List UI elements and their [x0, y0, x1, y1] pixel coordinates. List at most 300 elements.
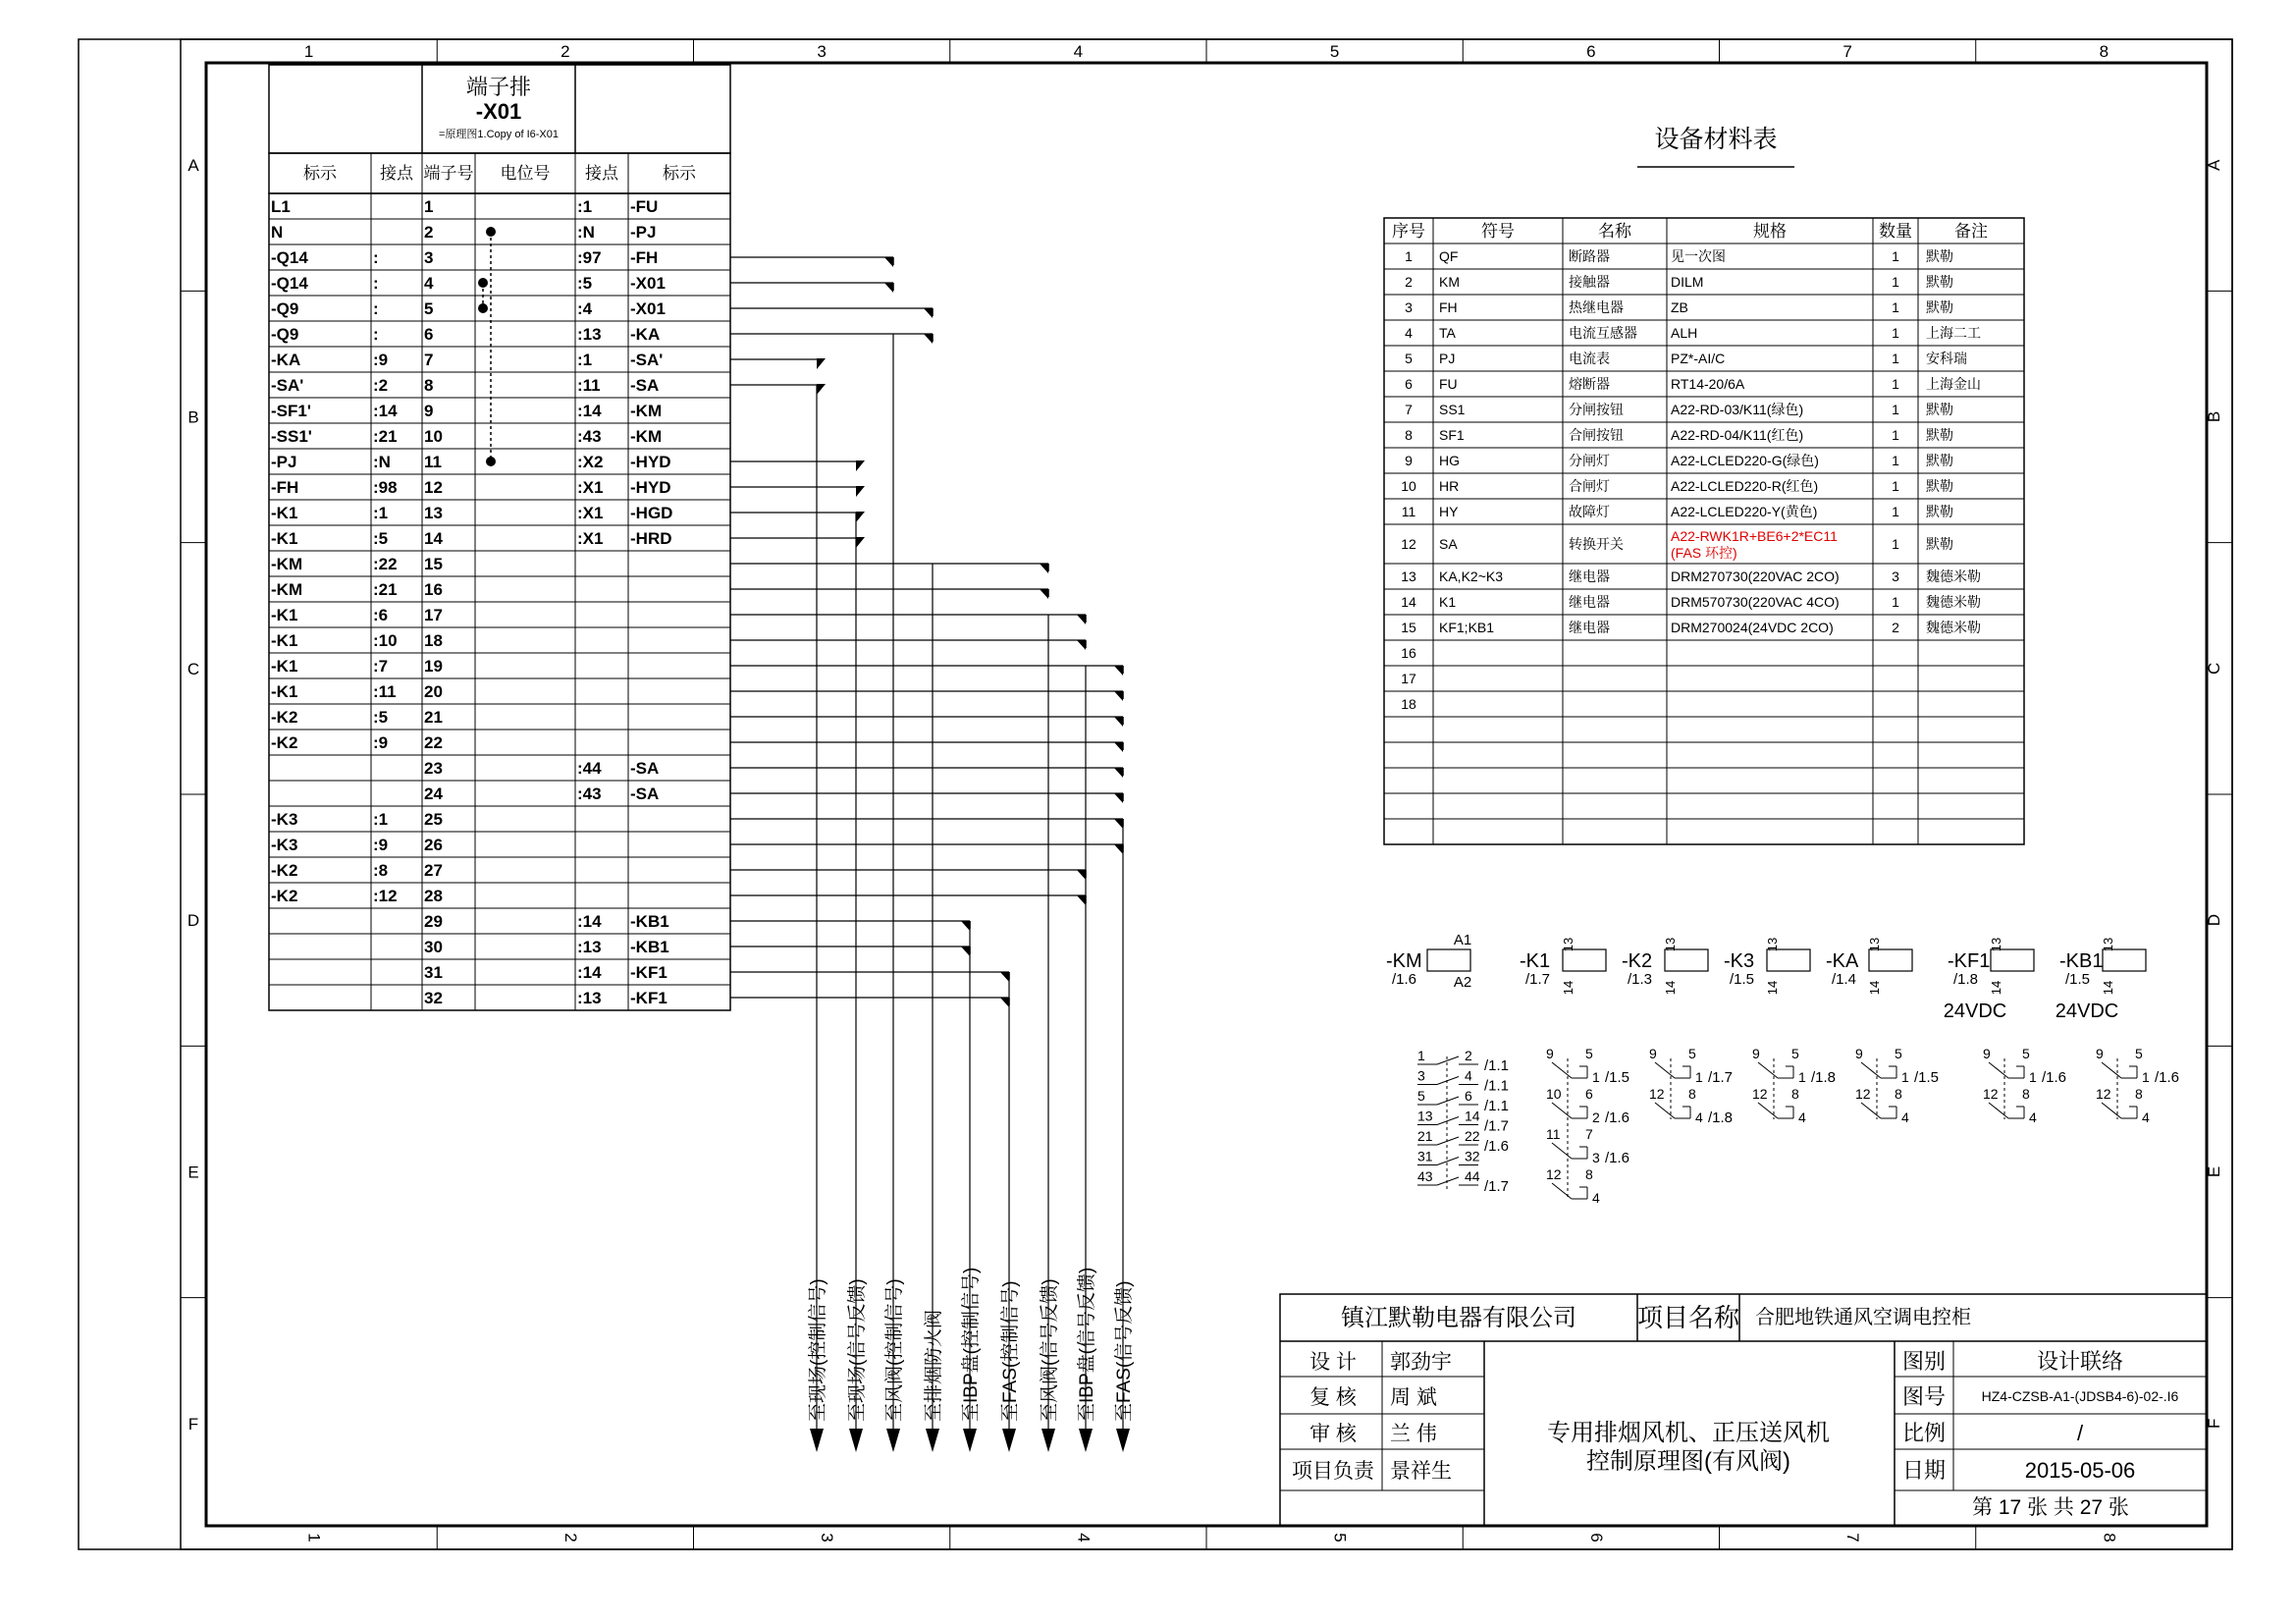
terminal-title: 端子排 [465, 75, 532, 99]
coil-name: -KA [1826, 950, 1859, 972]
contact-ref: /1.6 [1605, 1109, 1630, 1126]
destination-label: 至IBP盘(控制信号) [961, 1267, 982, 1422]
bom-cell: 默勒 [1926, 536, 1953, 552]
contact-terminal: 14 [1465, 1108, 1480, 1124]
terminal-cell: :2 [373, 376, 389, 395]
coil-box [1991, 949, 2034, 971]
terminal-cell: -HYD [630, 478, 671, 497]
contact-terminal: 1 [1901, 1069, 1909, 1085]
tb-role: 审 核 [1309, 1423, 1357, 1445]
terminal-cell: -Q14 [271, 274, 308, 293]
contact-terminal: 4 [1592, 1190, 1600, 1206]
contact-terminal: 5 [1895, 1046, 1902, 1061]
terminal-cell: -KM [630, 427, 663, 446]
destination-label: 至现场(信号反馈) [847, 1278, 868, 1422]
coil-terminal: A1 [1453, 932, 1472, 948]
terminal-cell: 21 [424, 708, 443, 727]
bom-cell: 1 [1892, 594, 1899, 610]
contact-terminal: 8 [1791, 1086, 1799, 1102]
contact-blade [1437, 1097, 1459, 1105]
coil-name: -KB1 [2059, 950, 2104, 972]
project-label: 项目名称 [1636, 1303, 1740, 1332]
coil-name: -K1 [1520, 950, 1551, 972]
terminal-cell: 30 [424, 938, 443, 956]
contact-terminal: 1 [2029, 1069, 2037, 1085]
bom-cell: 安科瑞 [1926, 351, 1967, 366]
bom-cell: 默勒 [1926, 453, 1953, 468]
bom-cell: 默勒 [1926, 274, 1953, 290]
bom-cell: DRM570730(220VAC 4CO) [1671, 594, 1840, 610]
bom-cell: 12 [1401, 536, 1416, 552]
terminal-cell: :43 [577, 427, 602, 446]
contact-blade [1552, 1103, 1572, 1118]
junction-mark [884, 257, 893, 267]
coil-terminal: 13 [1561, 937, 1575, 952]
contact-terminal: 12 [2096, 1086, 2111, 1102]
terminal-cell: 27 [424, 861, 443, 880]
terminal-cell: :X2 [577, 453, 604, 471]
contact-terminal: 1 [2142, 1069, 2150, 1085]
bom-cell: 1 [1892, 248, 1899, 264]
terminal-header: 端子号 [423, 164, 474, 183]
terminal-cell: -KA [630, 325, 661, 344]
column-label: 2 [561, 1533, 580, 1542]
junction-mark [856, 460, 865, 471]
tb-key: 日期 [1901, 1458, 1947, 1483]
contact-terminal: 9 [1855, 1046, 1863, 1061]
terminal-cell: 1 [424, 197, 434, 216]
contact-terminal: 4 [1465, 1067, 1472, 1084]
bom-cell: 11 [1401, 504, 1416, 519]
bom-cell: PJ [1439, 351, 1456, 366]
column-label: 7 [1843, 1533, 1863, 1542]
terminal-cell: -FH [630, 248, 659, 267]
bom-cell: 10 [1401, 478, 1416, 494]
contact-terminal: 1 [1695, 1069, 1703, 1085]
jumper-dot [486, 457, 496, 466]
destination-labels [807, 1268, 1135, 1422]
coil-ref: /1.7 [1525, 971, 1551, 988]
coil-name: -KF1 [1948, 950, 1991, 972]
arrow-head [1002, 1429, 1016, 1452]
bom-title: 设备材料表 [1654, 126, 1778, 153]
tb-value: 2015-05-06 [2024, 1458, 2136, 1483]
terminal-cell: :13 [577, 325, 602, 344]
terminal-cell: :10 [373, 631, 398, 650]
column-label: 5 [1329, 42, 1340, 61]
contact-terminal: 9 [1546, 1046, 1554, 1061]
contact-terminal: 8 [2022, 1086, 2030, 1102]
contact-blade [1758, 1103, 1778, 1118]
contact-blade [1552, 1143, 1572, 1159]
junction-mark [1000, 998, 1009, 1007]
bom-cell: 合闸按钮 [1569, 427, 1624, 443]
bom-cell: ZB [1671, 299, 1688, 315]
bom-cell: 继电器 [1569, 620, 1610, 635]
contact-terminal: 32 [1465, 1148, 1480, 1164]
bom-cell: K1 [1439, 594, 1457, 610]
bom-cell: 1 [1892, 299, 1899, 315]
drawing-title: 控制原理图(有风阀) [1586, 1448, 1790, 1475]
junction-mark [1114, 793, 1123, 803]
terminal-cell: 28 [424, 887, 443, 905]
terminal-cell: :X1 [577, 529, 604, 548]
terminal-cell: -X01 [630, 299, 666, 318]
bom-cell: ALH [1671, 325, 1698, 341]
bom-cell: 17 [1401, 671, 1416, 686]
bom-cell: 默勒 [1926, 478, 1953, 494]
bom-cell: 1 [1892, 536, 1899, 552]
junction-mark [1114, 666, 1123, 676]
contact-terminal: 12 [1983, 1086, 1999, 1102]
drawing-title: 专用排烟风机、正压送风机 [1547, 1420, 1830, 1446]
coil-terminal: 14 [1989, 980, 2003, 996]
terminal-cell: -K3 [271, 810, 298, 829]
contact-terminal: 13 [1417, 1108, 1433, 1124]
contact-ref: /1.7 [1484, 1117, 1510, 1135]
bom-cell: 2 [1892, 620, 1899, 635]
bill-of-materials [1384, 126, 2024, 844]
terminal-cell: N [271, 223, 284, 242]
junction-mark [1000, 972, 1009, 982]
wiring-lines [730, 257, 1130, 1452]
bom-cell: 1 [1892, 453, 1899, 468]
terminal-cell: -K1 [271, 504, 298, 522]
row-label: E [187, 1163, 199, 1182]
contact-ref: /1.8 [1811, 1069, 1837, 1086]
row-label: A [187, 156, 199, 176]
terminal-cell: :X1 [577, 504, 604, 522]
terminal-cell: -K1 [271, 529, 298, 548]
terminal-cell: 10 [424, 427, 443, 446]
terminal-cell: 24 [424, 784, 443, 803]
contact-ref: /1.6 [1605, 1150, 1630, 1166]
arrow-head [1079, 1429, 1093, 1452]
terminal-cell: : [373, 299, 379, 318]
terminal-cell: 29 [424, 912, 443, 931]
terminal-cell: :1 [373, 504, 389, 522]
arrow-head [886, 1429, 900, 1452]
terminal-cell: -KM [271, 555, 303, 573]
junction-mark [856, 486, 865, 497]
bom-cell: 合闸灯 [1569, 478, 1610, 494]
bom-cell: A22-RD-04/K11(红色) [1671, 427, 1804, 443]
contact-ref: /1.1 [1484, 1098, 1510, 1114]
terminal-cell: :22 [373, 555, 398, 573]
arrow-head [849, 1429, 863, 1452]
contact-ref: /1.5 [1914, 1069, 1940, 1086]
junction-mark [817, 358, 826, 369]
destination-label: 至IBP盘(信号反馈) [1077, 1267, 1097, 1422]
terminal-cell: -X01 [630, 274, 666, 293]
terminal-cell: :21 [373, 427, 398, 446]
terminal-cell: -K2 [271, 733, 298, 752]
terminal-cell: :11 [373, 682, 397, 701]
contact-terminal: 4 [1798, 1109, 1806, 1125]
contact-terminal: 4 [1695, 1109, 1703, 1125]
contact-terminal: 2 [1465, 1048, 1472, 1063]
row-label: C [2205, 662, 2223, 675]
bom-cell: 电流互感器 [1569, 325, 1637, 341]
bom-cell: 4 [1405, 325, 1413, 341]
bom-cell: 魏德米勒 [1926, 568, 1981, 584]
contact-terminal: 10 [1546, 1086, 1562, 1102]
contact-terminal: 7 [1585, 1126, 1593, 1142]
junction-mark [1077, 615, 1086, 624]
terminal-cell: :44 [577, 759, 602, 778]
coil-terminal: 13 [1989, 937, 2003, 952]
column-label: 6 [1586, 1533, 1606, 1542]
terminal-cell: -SA' [271, 376, 304, 395]
bom-cell: 3 [1892, 568, 1899, 584]
bom-header: 数量 [1879, 222, 1912, 241]
terminal-cell: 12 [424, 478, 443, 497]
coil-voltage: 24VDC [2055, 1001, 2119, 1022]
bom-cell: DILM [1671, 274, 1704, 290]
terminal-cell: -SS1' [271, 427, 312, 446]
terminal-cell: : [373, 274, 379, 293]
bom-cell: DRM270730(220VAC 2CO) [1671, 568, 1840, 584]
terminal-cell: :21 [373, 580, 398, 599]
coil-voltage: 24VDC [1943, 1001, 2007, 1022]
coil-ref: /1.6 [1392, 971, 1417, 988]
column-label: 1 [303, 42, 314, 61]
contact-terminal: 12 [1752, 1086, 1768, 1102]
terminal-cell: 26 [424, 836, 443, 854]
terminal-cell: 2 [424, 223, 434, 242]
arrow-head [1041, 1429, 1055, 1452]
column-label: 3 [817, 42, 827, 61]
terminal-cell: :N [577, 223, 595, 242]
terminal-cell: :13 [577, 989, 602, 1007]
tb-value: HZ4-CZSB-A1-(JDSB4-6)-02-.I6 [1981, 1388, 2179, 1404]
contact-terminal: 1 [1798, 1069, 1806, 1085]
terminal-cell: -PJ [271, 453, 297, 471]
contact-terminal: 3 [1592, 1150, 1600, 1165]
bom-cell: 1 [1892, 402, 1899, 417]
terminal-id: -X01 [475, 99, 522, 124]
bom-cell: 默勒 [1926, 427, 1953, 443]
coil-box [1563, 949, 1606, 971]
bom-cell: 7 [1405, 402, 1413, 417]
terminal-cell: :97 [577, 248, 602, 267]
terminal-cell: 23 [424, 759, 443, 778]
bom-cell: 18 [1401, 696, 1416, 712]
coil-name: -KM [1386, 950, 1422, 972]
terminal-cell: :X1 [577, 478, 604, 497]
bom-cell: 默勒 [1926, 402, 1953, 417]
coil-terminal: 13 [1867, 937, 1882, 952]
tb-role: 设 计 [1309, 1351, 1357, 1374]
bom-cell: 转换开关 [1569, 536, 1624, 552]
bom-cell: 魏德米勒 [1926, 620, 1981, 635]
coil-box [1427, 949, 1470, 971]
contact-ref: /1.6 [2042, 1069, 2067, 1086]
contact-ref: /1.6 [1484, 1138, 1510, 1155]
bom-cell: A22-LCLED220-R(红色) [1671, 478, 1819, 494]
contact-terminal: 12 [1855, 1086, 1871, 1102]
coil-ref: /1.5 [1730, 971, 1755, 988]
row-label: D [2205, 914, 2223, 927]
terminal-cell: -HGD [630, 504, 673, 522]
bom-cell: HR [1439, 478, 1460, 494]
coil-terminal: 13 [1663, 937, 1678, 952]
bom-header: 规格 [1753, 222, 1787, 241]
terminal-header: 接点 [585, 164, 618, 183]
terminal-cell: :5 [373, 708, 389, 727]
terminal-cell: -HYD [630, 453, 671, 471]
bom-cell: 默勒 [1926, 504, 1953, 519]
terminal-cell: L1 [271, 197, 291, 216]
relay-contact-symbols [1417, 1046, 2179, 1206]
coil-box [2103, 949, 2146, 971]
terminal-cell: :12 [373, 887, 398, 905]
contact-blade [1989, 1062, 2008, 1078]
terminal-cell: :9 [373, 351, 389, 369]
junction-mark [1040, 564, 1048, 573]
terminal-cell: 15 [424, 555, 443, 573]
junction-mark [1114, 768, 1123, 778]
row-label: F [187, 1414, 199, 1434]
bom-cell: 上海二工 [1926, 325, 1981, 341]
contact-terminal: 9 [1752, 1046, 1760, 1061]
contact-terminal: 4 [2142, 1109, 2150, 1125]
bom-cell: A22-LCLED220-G(绿色) [1671, 453, 1819, 468]
bom-cell: 5 [1405, 351, 1413, 366]
terminal-cell: :14 [577, 402, 602, 420]
contact-terminal: 8 [2135, 1086, 2143, 1102]
contact-terminal: 5 [1688, 1046, 1696, 1061]
terminal-cell: 9 [424, 402, 434, 420]
bom-cell: 分闸按钮 [1569, 402, 1624, 417]
bom-cell: 13 [1401, 568, 1416, 584]
terminal-cell: : [373, 325, 379, 344]
terminal-cell: -Q14 [271, 248, 308, 267]
terminal-cell: :14 [577, 963, 602, 982]
terminal-cell: -K2 [271, 861, 298, 880]
coil-box [1767, 949, 1810, 971]
bom-header: 备注 [1954, 222, 1988, 241]
terminal-cell: 18 [424, 631, 443, 650]
contact-blade [2102, 1103, 2121, 1118]
coil-name: -K3 [1724, 950, 1755, 972]
contact-blade [1552, 1062, 1572, 1078]
contact-ref: /1.7 [1484, 1178, 1510, 1195]
terminal-cell: :4 [577, 299, 593, 318]
junction-mark [1077, 870, 1086, 880]
contact-terminal: 6 [1585, 1086, 1593, 1102]
bom-cell: QF [1439, 248, 1459, 264]
terminal-cell: 11 [424, 453, 442, 471]
contact-blade [1861, 1062, 1881, 1078]
column-label: 3 [818, 1533, 837, 1542]
terminal-cell: :1 [577, 197, 593, 216]
contact-ref: /1.1 [1484, 1057, 1510, 1074]
bom-cell: KF1;KB1 [1439, 620, 1495, 635]
contact-terminal: 9 [1983, 1046, 1991, 1061]
terminal-cell: 14 [424, 529, 443, 548]
terminal-header: 接点 [380, 164, 413, 183]
terminal-cell: 32 [424, 989, 443, 1007]
title-block [1280, 1294, 2207, 1526]
bom-cell: 15 [1401, 620, 1416, 635]
destination-label: 至风阀(控制信号) [884, 1278, 905, 1422]
contact-blade [1437, 1056, 1459, 1064]
terminal-cell: -KF1 [630, 989, 667, 1007]
contact-ref: /1.1 [1484, 1077, 1510, 1095]
terminal-cell: -KB1 [630, 938, 669, 956]
bom-cell: HY [1439, 504, 1459, 519]
bom-cell: FH [1439, 299, 1458, 315]
junction-mark [924, 308, 933, 318]
column-label: 4 [1073, 42, 1084, 61]
contact-terminal: 1 [1417, 1048, 1425, 1063]
junction-mark [1077, 895, 1086, 905]
column-label: 2 [561, 42, 570, 61]
bom-cell: 1 [1892, 478, 1899, 494]
coil-ref: /1.3 [1628, 971, 1653, 988]
terminal-cell: :14 [373, 402, 398, 420]
contact-terminal: 3 [1417, 1067, 1425, 1084]
bom-cell: TA [1439, 325, 1456, 341]
bom-cell: 16 [1401, 645, 1416, 661]
contact-terminal: 6 [1465, 1088, 1472, 1104]
bom-header: 序号 [1392, 222, 1425, 241]
tb-value: / [2076, 1421, 2084, 1445]
terminal-cell: :5 [577, 274, 593, 293]
coil-terminal: 14 [1663, 980, 1678, 996]
junction-mark [856, 537, 865, 548]
contact-terminal: 5 [1417, 1088, 1425, 1104]
contact-terminal: 5 [2135, 1046, 2143, 1061]
contact-blade [1989, 1103, 2008, 1118]
terminal-cell: :14 [577, 912, 602, 931]
terminal-cell: -SA [630, 784, 660, 803]
contact-ref: /1.6 [2155, 1069, 2180, 1086]
column-label: 1 [304, 1533, 324, 1542]
bom-cell-highlight: A22-RWK1R+BE6+2*EC11 [1671, 528, 1838, 544]
contact-terminal: 5 [1585, 1046, 1593, 1061]
terminal-cell: 8 [424, 376, 434, 395]
terminal-cell: 20 [424, 682, 443, 701]
bom-cell: 热继电器 [1569, 299, 1624, 315]
bom-cell: KA,K2~K3 [1439, 568, 1503, 584]
contact-blade [1655, 1062, 1675, 1078]
terminal-cell: -K3 [271, 836, 298, 854]
row-label: B [2205, 410, 2223, 423]
terminal-strip-table [269, 65, 730, 1010]
tb-key: 比例 [1901, 1421, 1947, 1445]
bom-cell: 见一次图 [1671, 248, 1726, 264]
terminal-cell: 31 [424, 963, 443, 982]
coil-terminal: 14 [1867, 980, 1882, 996]
destination-label: 至排烟防火阀 [924, 1309, 944, 1422]
terminal-cell: -FU [630, 197, 659, 216]
coil-box [1665, 949, 1708, 971]
terminal-cell: -PJ [630, 223, 657, 242]
bom-cell: FU [1439, 376, 1458, 392]
destination-label: 至风阀(信号反馈) [1040, 1278, 1060, 1422]
contact-terminal: 12 [1546, 1166, 1562, 1182]
contact-blade [1437, 1077, 1459, 1085]
terminal-cell: -KF1 [630, 963, 667, 982]
arrow-head [810, 1429, 824, 1452]
terminal-cell: :9 [373, 836, 389, 854]
bom-cell: 1 [1892, 274, 1899, 290]
contact-terminal: 1 [1592, 1069, 1600, 1085]
junction-mark [1077, 640, 1086, 650]
column-label: 4 [1074, 1533, 1094, 1542]
